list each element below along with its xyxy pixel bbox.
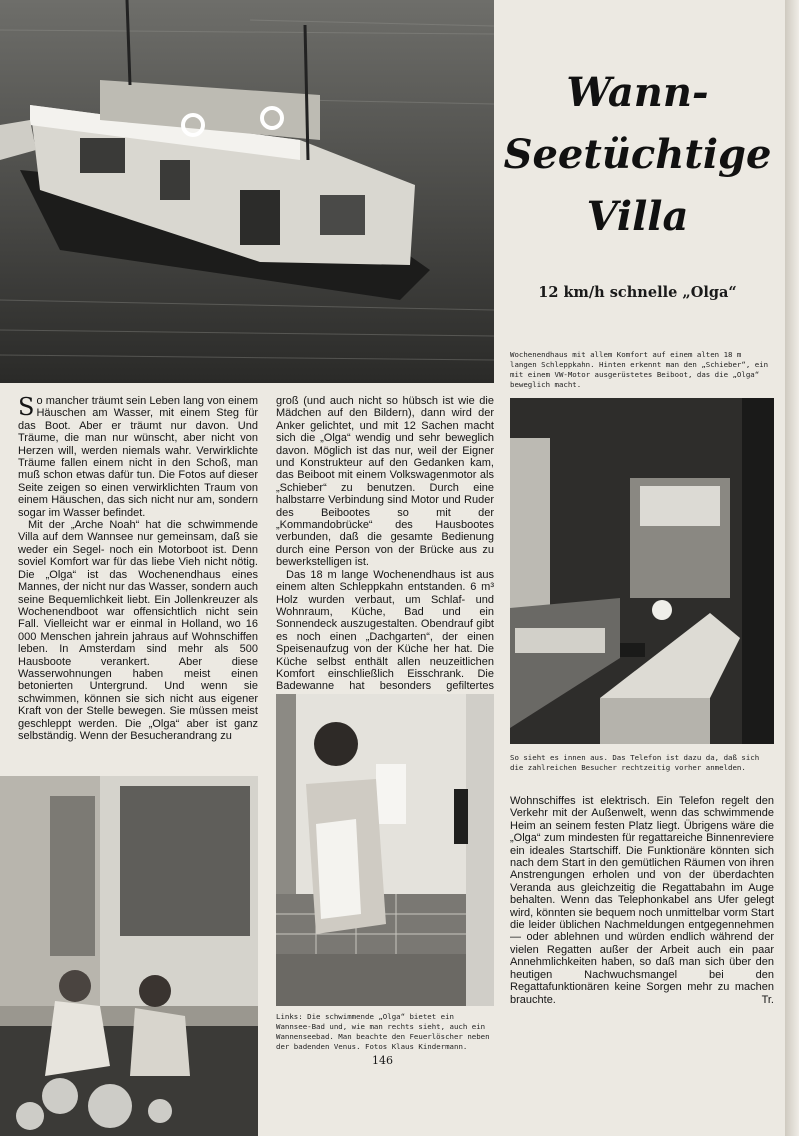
paragraph: groß (und auch nicht so hübsch ist wie die Mädchen auf den Bildern), dann wird der Anker gelichtet, und mit 12 Sachen macht sich die „Olga“ wendig und sehr beweglich davon. Möglich ist das nur, weil der Eigner und Konstrukteur auf den Gedanken kam, das Beiboot mit einem Volkswagenmotor als „Schieber“ zu benutzen. Durch eine halbstarre Verbindung sind Motor und Ruder des Beibootes so mit der „Kommandobrücke“ des Hausbootes verbunden, daß die gesamte Bedienung durch eine Person von der Brücke aus zu bewerkstelligen ist.: [276, 395, 494, 569]
page-number: 146: [372, 1054, 393, 1067]
caption-interior: So sieht es innen aus. Das Telefon ist dazu da, daß sich die zahlreichen Besucher rechtzeitig vorher anmelden.: [510, 753, 760, 772]
text-column-3: [510, 795, 774, 1006]
bathtub-photo: [276, 694, 494, 1006]
bathers-photo: [0, 776, 258, 1136]
text-column-1: [18, 395, 258, 742]
houseboat-photo: [0, 0, 494, 383]
author-signature: Tr.: [761, 993, 774, 1006]
title-line-2: Seetüchtige: [503, 131, 772, 178]
article-subtitle: 12 km/h schnelle „Olga“: [538, 284, 737, 301]
drop-cap: S: [18, 393, 35, 421]
caption-bath: [276, 1012, 494, 1052]
article-title: [500, 62, 775, 248]
page-edge: [785, 0, 799, 1136]
paragraph: Wohnschiffes ist elektrisch. Ein Telefon regelt den Verkehr mit der Außenwelt, wenn das schwimmende Heim an seinem festen Platz liegt. Übrigens wäre die „Olga“ zum mindesten für regattareiche Binnenreviere ein ideales Startschiff. Die Funktionäre könnten sich nach dem Start in den gemütlichen Räumen von ihren Anstrengungen erholen und von der überdachten Veranda aus gleichzeitig die Regattabahn im Auge behalten. Wenn das Telephonkabel ans Ufer gelegt wird, könnten sie bequem noch unmittelbar vorm Start die leider üblichen Nachmeldungen entgegennehmen — oder ablehnen und würden endlich während der vielen Regatten außer der Arbeit auch ein paar Annehmlichkeiten haben, so daß man sich über den heutigen Nachwuchsmangel bei den Regattafunktionären keine Sorgen mehr zu machen brauchte. Tr.: [510, 795, 774, 1006]
caption-bath-text: Links: Die schwimmende „Olga“ bietet ein Wannsee-Bad und, wie man rechts sieht, auch ein Wannenseebad. Man beachte den Feuerlöscher neben der badenden Venus.: [276, 1012, 490, 1051]
interior-photo: [510, 398, 774, 744]
paragraph: So mancher träumt sein Leben lang von einem Häuschen am Wasser, mit einem Steg für das Boot. Aber er träumt nur davon. Und Träume, die man nur wünscht, aber nicht von Herzen will, werden niemals wahr. Verwirklichte Träume fallen einem nicht in den Schoß, man muß schon etwas dafür tun. Die Fotos auf dieser Seite zeigen so einen verwirklichten Traum von einem Häuschen, das sich nicht nur am, sondern sogar im Wasser befindet.: [18, 393, 258, 519]
photo-credit: Fotos Klaus Kindermann.: [365, 1042, 468, 1051]
text-column-2: [276, 395, 494, 705]
caption-houseboat: Wochenendhaus mit allem Komfort auf einem alten 18 m langen Schleppkahn. Hinten erkennt man den „Schieber“, ein mit einem VW-Motor ausgerüstetes Beiboot, das die „Olga“ beweglich macht.: [510, 350, 769, 389]
title-line-3: Villa: [586, 193, 689, 240]
paragraph: Das 18 m lange Wochenendhaus ist aus einem alten Schleppkahn entstanden. 6 m³ Holz wurden verbaut, um Schlaf- und Wohnraum, Küche, Bad und ein Sonnendeck auszugestalten. Obendrauf gibt es noch einen „Dachgarten“, der einen Speisenaufzug von der Küche her hat. Die Küche selbst enthält allen neuzeitlichen Komfort einschließlich Eisschrank. Die Badewanne hat besonders gefiltertes: [276, 568, 494, 693]
title-line-1: Wann-: [566, 69, 709, 116]
paragraph: Mit der „Arche Noah“ hat die schwimmende Villa auf dem Wannsee nur gemeinsam, daß sie weder ein Segel- noch ein Motorboot ist. Denn soviel Komfort war für das liebe Vieh nicht nötig. Die „Olga“ ist das Wochenendhaus eines Mannes, der nicht nur das Wasser, sondern auch seine Bequemlichkeit liebt. Ein Jollenkreuzer als Wochenendboot war offensichtlich nicht sein Fall. Vielleicht war er einmal in Holland, wo 16 000 Menschen jahrein jahraus auf Wohnschiffen leben. In Amsterdam sind mehr als 500 Hausboote verankert. Aber diese Wasserwohnungen haben meist einen betonierten Untergrund. Und wenn sie schwimmen, können sie sich nicht aus eigener Kraft von der Stelle bewegen. Sie müssen meist geschleppt werden. Die „Olga“ aber ist ganz selbständig. Wenn der Besucherandrang zu: [18, 519, 258, 742]
